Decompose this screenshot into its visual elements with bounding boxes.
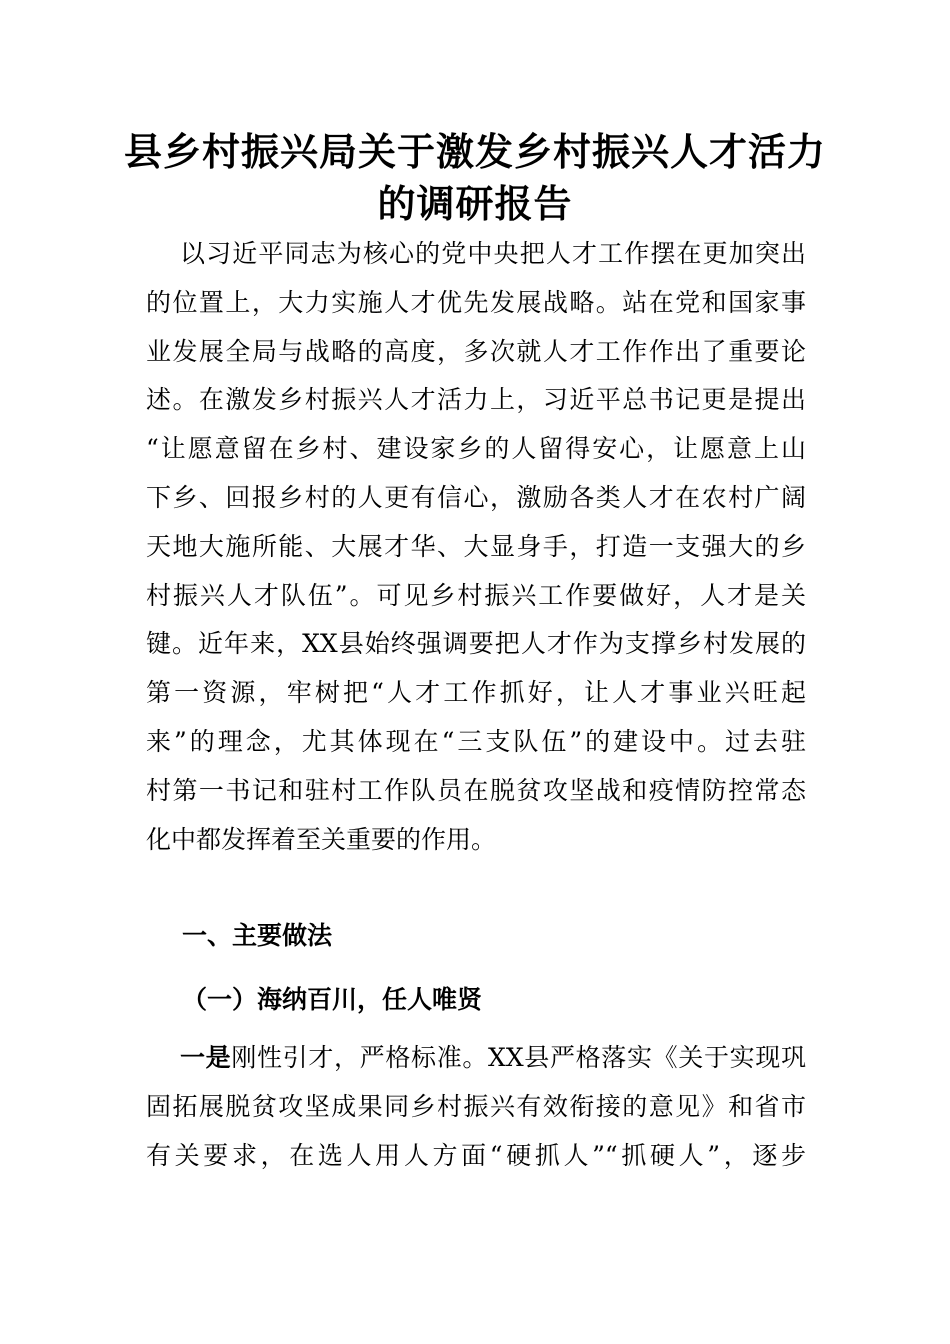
intro-line: 村第一书记和驻村工作队员在脱贫攻坚战和疫情防控常态	[146, 775, 806, 805]
point-paragraph	[146, 1034, 806, 1180]
intro-line: 村振兴人才队伍”。可见乡村振兴工作要做好，人才是关	[146, 580, 806, 610]
intro-line: 述。在激发乡村振兴人才活力上，习近平总书记更是提出	[146, 385, 806, 415]
intro-line: 键。近年来，XX县始终强调要把人才作为支撑乡村发展的	[146, 629, 806, 659]
point-line-2: 固拓展脱贫攻坚成果同乡村振兴有效衔接的意见》和省市	[146, 1091, 806, 1121]
document-title	[90, 126, 860, 230]
intro-paragraph	[146, 230, 806, 864]
intro-line: 下乡、回报乡村的人更有信心，激励各类人才在农村广阔	[146, 482, 806, 512]
section-heading: 一、主要做法	[182, 921, 333, 950]
title-line-2: 的调研报告	[377, 181, 573, 226]
intro-line: 的位置上，大力实施人才优先发展战略。站在党和国家事	[146, 287, 806, 317]
point-line-1-text: 刚性引才，严格标准。XX县严格落实《关于实现巩	[231, 1043, 806, 1072]
title-line-1: 县乡村振兴局关于激发乡村振兴人才活力	[123, 129, 826, 174]
intro-line: 业发展全局与战略的高度，多次就人才工作作出了重要论	[146, 336, 806, 366]
intro-line: 天地大施所能、大展才华、大显身手，打造一支强大的乡	[146, 531, 806, 561]
intro-line: 以习近平同志为核心的党中央把人才工作摆在更加突出	[180, 239, 806, 268]
intro-line: “让愿意留在乡村、建设家乡的人留得安心，让愿意上山	[146, 434, 806, 464]
point-lead: 一是	[180, 1043, 232, 1072]
intro-line: 第一资源，牢树把“人才工作抓好，让人才事业兴旺起	[146, 678, 806, 708]
subsection-heading: （一）海纳百川，任人唯贤	[182, 985, 483, 1014]
intro-line: 来”的理念，尤其体现在“三支队伍”的建设中。过去驻	[146, 726, 806, 756]
intro-line: 化中都发挥着至关重要的作用。	[146, 824, 497, 854]
point-line-3: 有关要求，在选人用人方面“硬抓人”“抓硬人”，逐步	[146, 1140, 806, 1170]
point-line-1	[146, 1034, 806, 1083]
